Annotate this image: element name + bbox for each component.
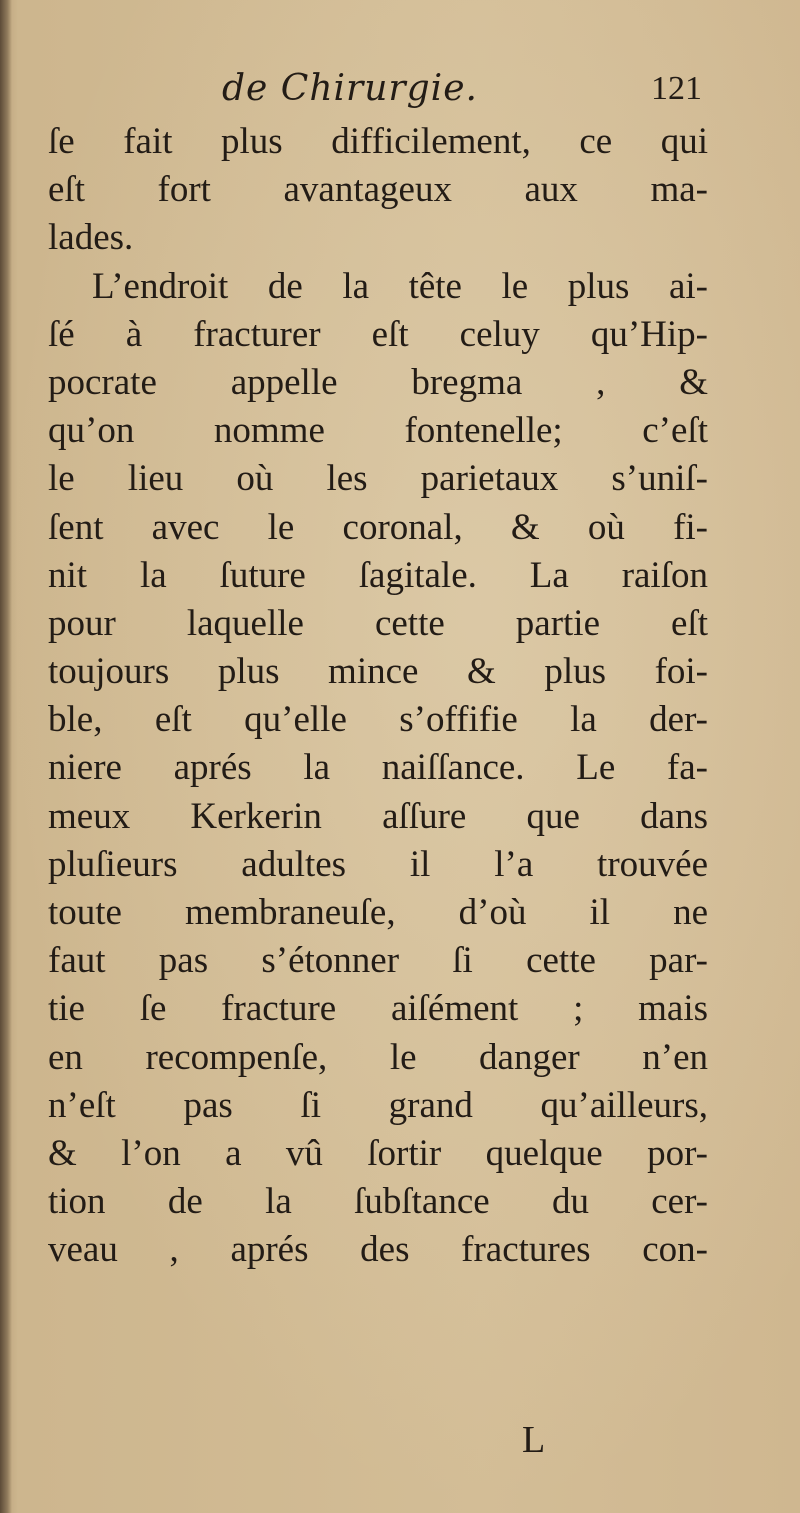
text-line: nit la ſuture ſagitale. La raiſon <box>48 554 708 596</box>
body-text <box>48 118 708 1275</box>
text-line: L’endroit de la tête le plus ai- <box>92 265 708 307</box>
book-spine-shadow <box>0 0 12 1513</box>
text-line: niere aprés la naiſſance. Le fa- <box>48 747 708 789</box>
text-line: toute membraneuſe, d’où il ne <box>48 892 708 933</box>
page-header <box>222 68 702 118</box>
text-line: pour laquelle cette partie eſt <box>48 602 708 644</box>
signature-mark: L <box>522 1419 546 1461</box>
text-line: ble, eſt qu’elle s’offifie la der- <box>48 699 708 741</box>
text-line: veau , aprés des fractures con- <box>48 1229 708 1271</box>
text-line: eſt fort avantageux aux ma- <box>48 169 708 211</box>
text-line: ſent avec le coronal, & où fi- <box>48 506 708 548</box>
text-line: & l’on a vû ſortir quelque por- <box>48 1132 708 1174</box>
text-line: n’eſt pas ſi grand qu’ailleurs, <box>48 1084 708 1126</box>
text-line: meux Kerkerin aſſure que dans <box>48 795 708 837</box>
text-line: qu’on nomme fontenelle; c’eſt <box>48 410 708 452</box>
running-head: de Chirurgie. <box>222 68 478 109</box>
text-line: ſé à fracturer eſt celuy qu’Hip- <box>48 313 708 355</box>
text-line: lades. <box>48 217 134 259</box>
text-line: le lieu où les parietaux s’uniſ- <box>48 458 708 500</box>
text-line: toujours plus mince & plus foi- <box>48 651 708 693</box>
text-line: ſe fait plus difficilement, ce qui <box>48 121 708 162</box>
text-line: faut pas s’étonner ſi cette par- <box>48 940 708 982</box>
text-line: pocrate appelle bregma , & <box>48 361 708 403</box>
page-number: 121 <box>651 70 702 107</box>
text-line: tion de la ſubſtance du cer- <box>48 1181 708 1223</box>
text-line: tie ſe fracture aiſément ; mais <box>48 988 708 1030</box>
text-line: pluſieurs adultes il l’a trouvée <box>48 843 708 885</box>
text-line: en recompenſe, le danger n’en <box>48 1036 708 1078</box>
